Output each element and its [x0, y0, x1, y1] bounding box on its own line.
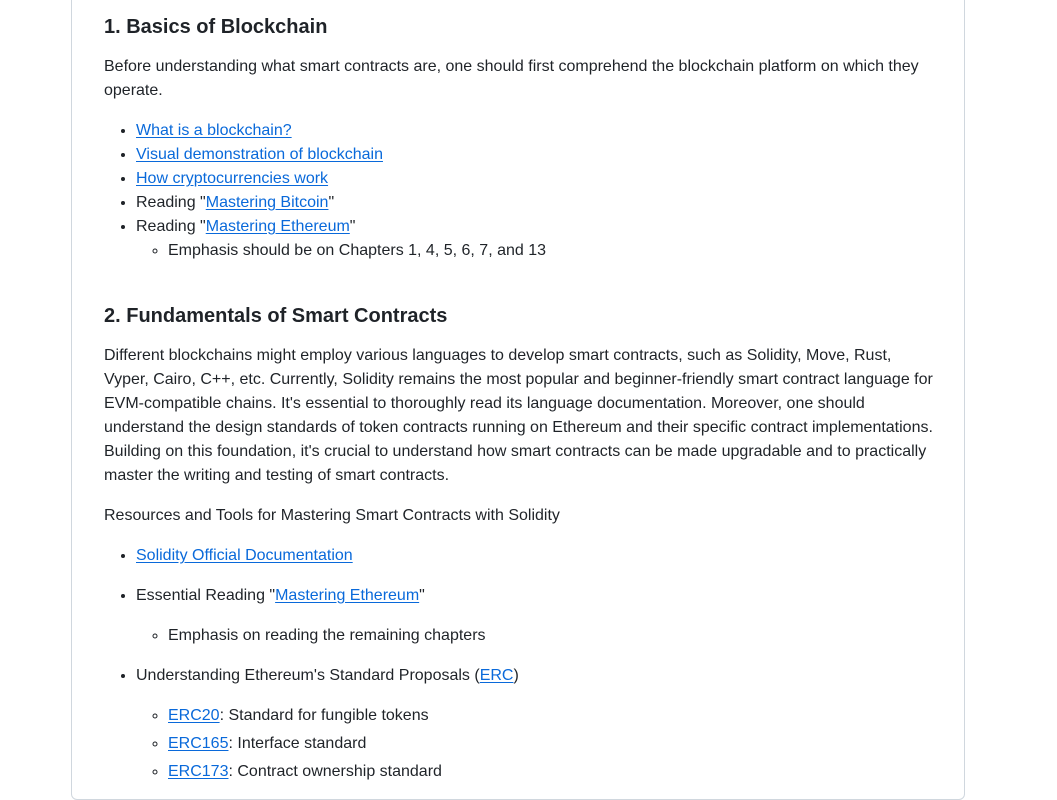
section-1-intro: Before understanding what smart contracts are, one should first comprehend the blockchain platform on which they operate. [104, 58, 919, 99]
link-how-crypto[interactable]: How cryptocurrencies work [136, 170, 329, 187]
section-1-link-list [104, 119, 934, 263]
list-item [136, 215, 934, 263]
nested-list [136, 239, 934, 263]
erc-item [168, 732, 934, 756]
link-visual-demo[interactable]: Visual demonstration of blockchain [136, 146, 383, 163]
erc-list [104, 704, 934, 784]
link-mastering-ethereum-2[interactable]: Mastering Ethereum [275, 587, 420, 604]
reading-suffix: " [349, 218, 356, 235]
link-erc[interactable]: ERC [479, 667, 514, 684]
erc20-desc: : Standard for fungible tokens [219, 707, 429, 724]
link-mastering-ethereum[interactable]: Mastering Ethereum [205, 218, 350, 235]
resources-list-3 [104, 664, 934, 688]
link-erc173[interactable]: ERC173 [168, 763, 229, 780]
erc-suffix: ) [513, 667, 519, 684]
emphasis-chapters: ◦ Emphasis should be on Chapters 1, 4, 5, 6, 7, and 13 [168, 239, 934, 263]
erc-item [168, 760, 934, 784]
readme-card [71, 0, 965, 800]
list-item [136, 544, 934, 568]
list-item [136, 119, 934, 143]
erc165-desc: : Interface standard [228, 735, 367, 752]
section-2-heading: 2. Fundamentals of Smart Contracts [104, 305, 448, 327]
reading-prefix: Reading " [136, 194, 206, 211]
link-erc20[interactable]: ERC20 [168, 707, 220, 724]
reading-suffix: " [328, 194, 335, 211]
section-2-body: Different blockchains might employ various languages to develop smart contracts, such as Solidity, Move, Rust, Vyper, Cairo, C++, etc. Currently, Solidity remains the most popular and beginner-friendly smart contract language for EVM-compatible chains. It's essential to thoroughly read its language documentation. Moreover, one should understand the design standards of token contracts running on Ethereum and their specific contract implementations. Building on this foundation, it's crucial to understand how smart contracts can be made upgradable and to practically master the writing and testing of smart contracts. [104, 347, 933, 484]
resources-list-2 [104, 584, 934, 608]
nested-list-remaining [104, 624, 934, 648]
list-item [136, 167, 934, 191]
erc-prefix: Understanding Ethereum's Standard Proposals ( [136, 667, 480, 684]
link-solidity-docs[interactable]: Solidity Official Documentation [136, 547, 353, 564]
resources-title: Resources and Tools for Mastering Smart Contracts with Solidity [104, 507, 560, 524]
resources-list-1 [104, 544, 934, 568]
list-item [136, 143, 934, 167]
emphasis-remaining: ◦ Emphasis on reading the remaining chapters [168, 624, 934, 648]
reading-prefix: Reading " [136, 218, 206, 235]
link-erc165[interactable]: ERC165 [168, 735, 229, 752]
link-what-is-blockchain[interactable]: What is a blockchain? [136, 122, 292, 139]
essential-prefix: Essential Reading " [136, 587, 276, 604]
essential-suffix: " [419, 587, 425, 604]
link-mastering-bitcoin[interactable]: Mastering Bitcoin [205, 194, 329, 211]
list-item [136, 584, 934, 608]
list-item [136, 191, 934, 215]
erc173-desc: : Contract ownership standard [228, 763, 442, 780]
erc-item [168, 704, 934, 728]
list-item [136, 664, 934, 688]
section-1-heading: 1. Basics of Blockchain [104, 16, 328, 38]
